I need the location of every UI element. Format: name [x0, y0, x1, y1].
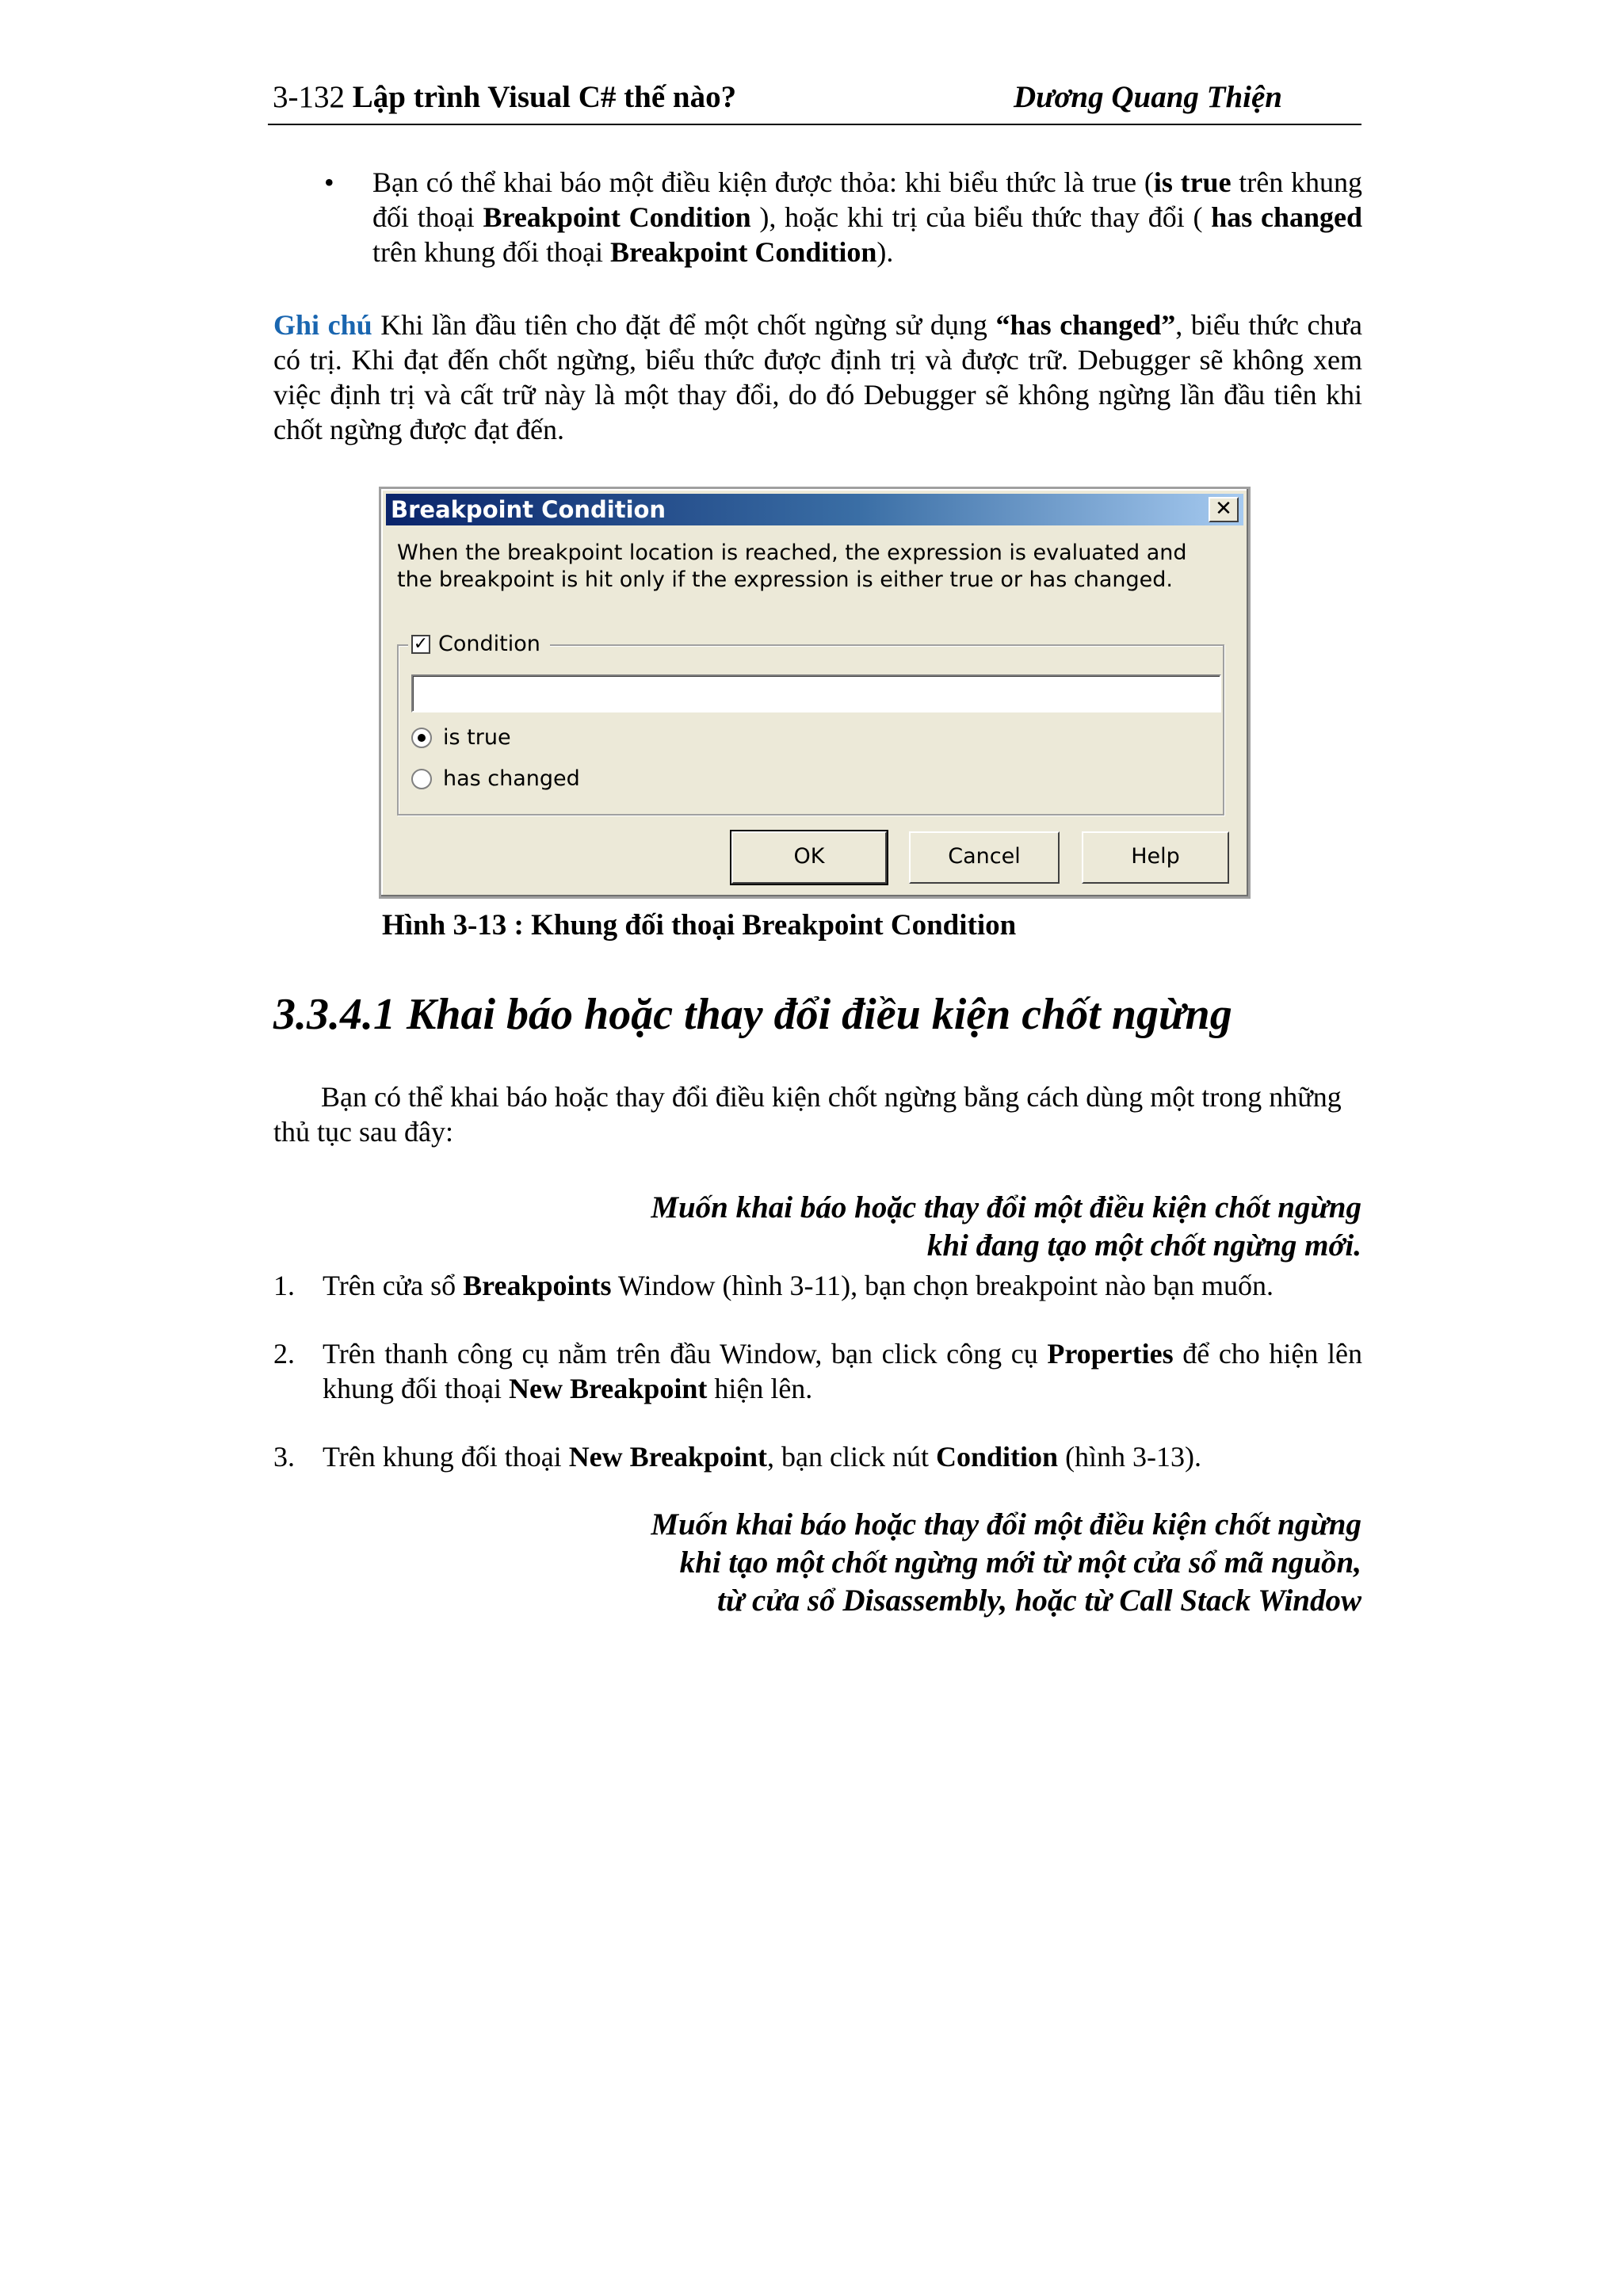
- bold-run: Condition: [936, 1441, 1059, 1473]
- text-run: Khi lần đầu tiên cho đặt để một chốt ngừng sử dụng: [372, 309, 996, 341]
- text-run: trên khung đối thoại: [372, 166, 1363, 233]
- breakpoint-condition-dialog: [379, 487, 1251, 899]
- text-run: , biểu thức chưa có trị. Khi đạt đến chốt ngừng, biểu thức được định trị và được trữ. Debugger sẽ không xem việc định trị và cất trữ này là một thay đổi, do đó Debugger sẽ không ngừng lần đầu tiên khi chốt ngừng được đạt đến.: [273, 309, 1362, 445]
- ok-button[interactable]: OK: [731, 831, 887, 884]
- help-button[interactable]: Help: [1082, 831, 1229, 884]
- text-run: , bạn click nút: [767, 1441, 936, 1473]
- condition-legend: [408, 630, 550, 659]
- header-left: [273, 79, 736, 115]
- step-text: [323, 1268, 1362, 1303]
- text-run: ), hoặc khi trị của biểu thức thay đổi (: [750, 201, 1212, 233]
- text-run: Window (hình 3-11), bạn chọn breakpoint nào bạn muốn.: [611, 1270, 1274, 1301]
- procedure-heading-line: Muốn khai báo hoặc thay đổi một điều kiện chốt ngừng: [651, 1507, 1361, 1541]
- book-title: Lập trình Visual C# thế nào?: [352, 80, 737, 114]
- text-run: Bạn có thể khai báo một điều kiện được thỏa: khi biểu thức là true (: [372, 166, 1154, 198]
- note-paragraph: [273, 308, 1362, 447]
- dialog-description: When the breakpoint location is reached, the expression is evaluated and the breakpoint is hit only if the expression is either true or has changed.: [397, 541, 1187, 592]
- bold-run: “has changed”: [995, 309, 1176, 341]
- bold-run: New Breakpoint: [508, 1373, 708, 1404]
- bold-run: Breakpoints: [463, 1270, 612, 1301]
- radio-is-true-label: is true: [443, 725, 511, 750]
- step-number: 2.: [273, 1338, 295, 1370]
- bold-run: Breakpoint Condition: [609, 236, 877, 268]
- bold-run: is true: [1153, 166, 1232, 198]
- procedure-heading-2: [651, 1506, 1361, 1620]
- dialog-titlebar: [386, 494, 1243, 525]
- dialog-title: Breakpoint Condition: [391, 496, 666, 523]
- step-text: [323, 1439, 1362, 1474]
- text-run: (hình 3-13).: [1058, 1441, 1202, 1473]
- page-number: 3-132: [273, 80, 345, 114]
- step-item: [273, 1268, 1362, 1303]
- author-name: Dương Quang Thiện: [1013, 80, 1282, 114]
- text-run: hiện lên.: [707, 1373, 813, 1404]
- cancel-button[interactable]: Cancel: [909, 831, 1060, 884]
- procedure-heading-1: [651, 1189, 1361, 1265]
- condition-input[interactable]: [411, 674, 1221, 712]
- bold-run: has changed: [1211, 201, 1363, 233]
- step-number: 1.: [273, 1270, 295, 1301]
- text-run: Trên khung đối thoại: [323, 1441, 569, 1473]
- procedure-heading-line: khi tạo một chốt ngừng mới từ một cửa sổ mã nguồn,: [679, 1545, 1361, 1580]
- section-title: 3.3.4.1 Khai báo hoặc thay đổi điều kiện chốt ngừng: [273, 990, 1232, 1039]
- bold-run: New Breakpoint: [568, 1441, 768, 1473]
- radio-has-changed-label: has changed: [443, 766, 580, 791]
- bold-run: Breakpoint Condition: [483, 201, 751, 233]
- note-label: Ghi chú: [273, 309, 372, 341]
- condition-checkbox[interactable]: ✓: [411, 635, 430, 654]
- step-text: [323, 1336, 1362, 1406]
- bullet-paragraph: [324, 165, 1363, 269]
- text-run: để cho hiện lên khung đối thoại: [323, 1338, 1362, 1404]
- text-run: ).: [876, 236, 894, 268]
- radio-has-changed[interactable]: [411, 766, 580, 791]
- page-header: [268, 76, 1361, 125]
- close-icon[interactable]: ✕: [1209, 497, 1239, 522]
- step-item: [273, 1336, 1362, 1406]
- figure-caption: Hình 3-13 : Khung đối thoại Breakpoint Condition: [382, 909, 1017, 942]
- text-run: Trên thanh công cụ nằm trên đầu Window, bạn click công cụ: [323, 1338, 1048, 1370]
- text-run: trên khung đối thoại: [372, 236, 610, 268]
- radio-is-true[interactable]: [411, 725, 511, 750]
- procedure-heading-line: khi đang tạo một chốt ngừng mới.: [926, 1228, 1361, 1263]
- step-item: [273, 1439, 1362, 1474]
- bold-run: Properties: [1047, 1338, 1174, 1370]
- radio-is-true-control[interactable]: [411, 728, 432, 748]
- radio-has-changed-control[interactable]: [411, 769, 432, 789]
- procedure-heading-line: Muốn khai báo hoặc thay đổi một điều kiện chốt ngừng: [651, 1190, 1361, 1224]
- section-intro: Bạn có thể khai báo hoặc thay đổi điều kiện chốt ngừng bằng cách dùng một trong những thủ tục sau đây:: [273, 1081, 1342, 1148]
- bullet-text: [372, 165, 1362, 269]
- condition-label: Condition: [438, 632, 540, 656]
- text-run: Trên cửa sổ: [323, 1270, 464, 1301]
- step-number: 3.: [273, 1441, 295, 1473]
- bullet-dot: •: [324, 166, 334, 198]
- condition-groupbox: [397, 632, 1224, 816]
- procedure-heading-line: từ cửa sổ Disassembly, hoặc từ Call Stack Window: [717, 1584, 1361, 1618]
